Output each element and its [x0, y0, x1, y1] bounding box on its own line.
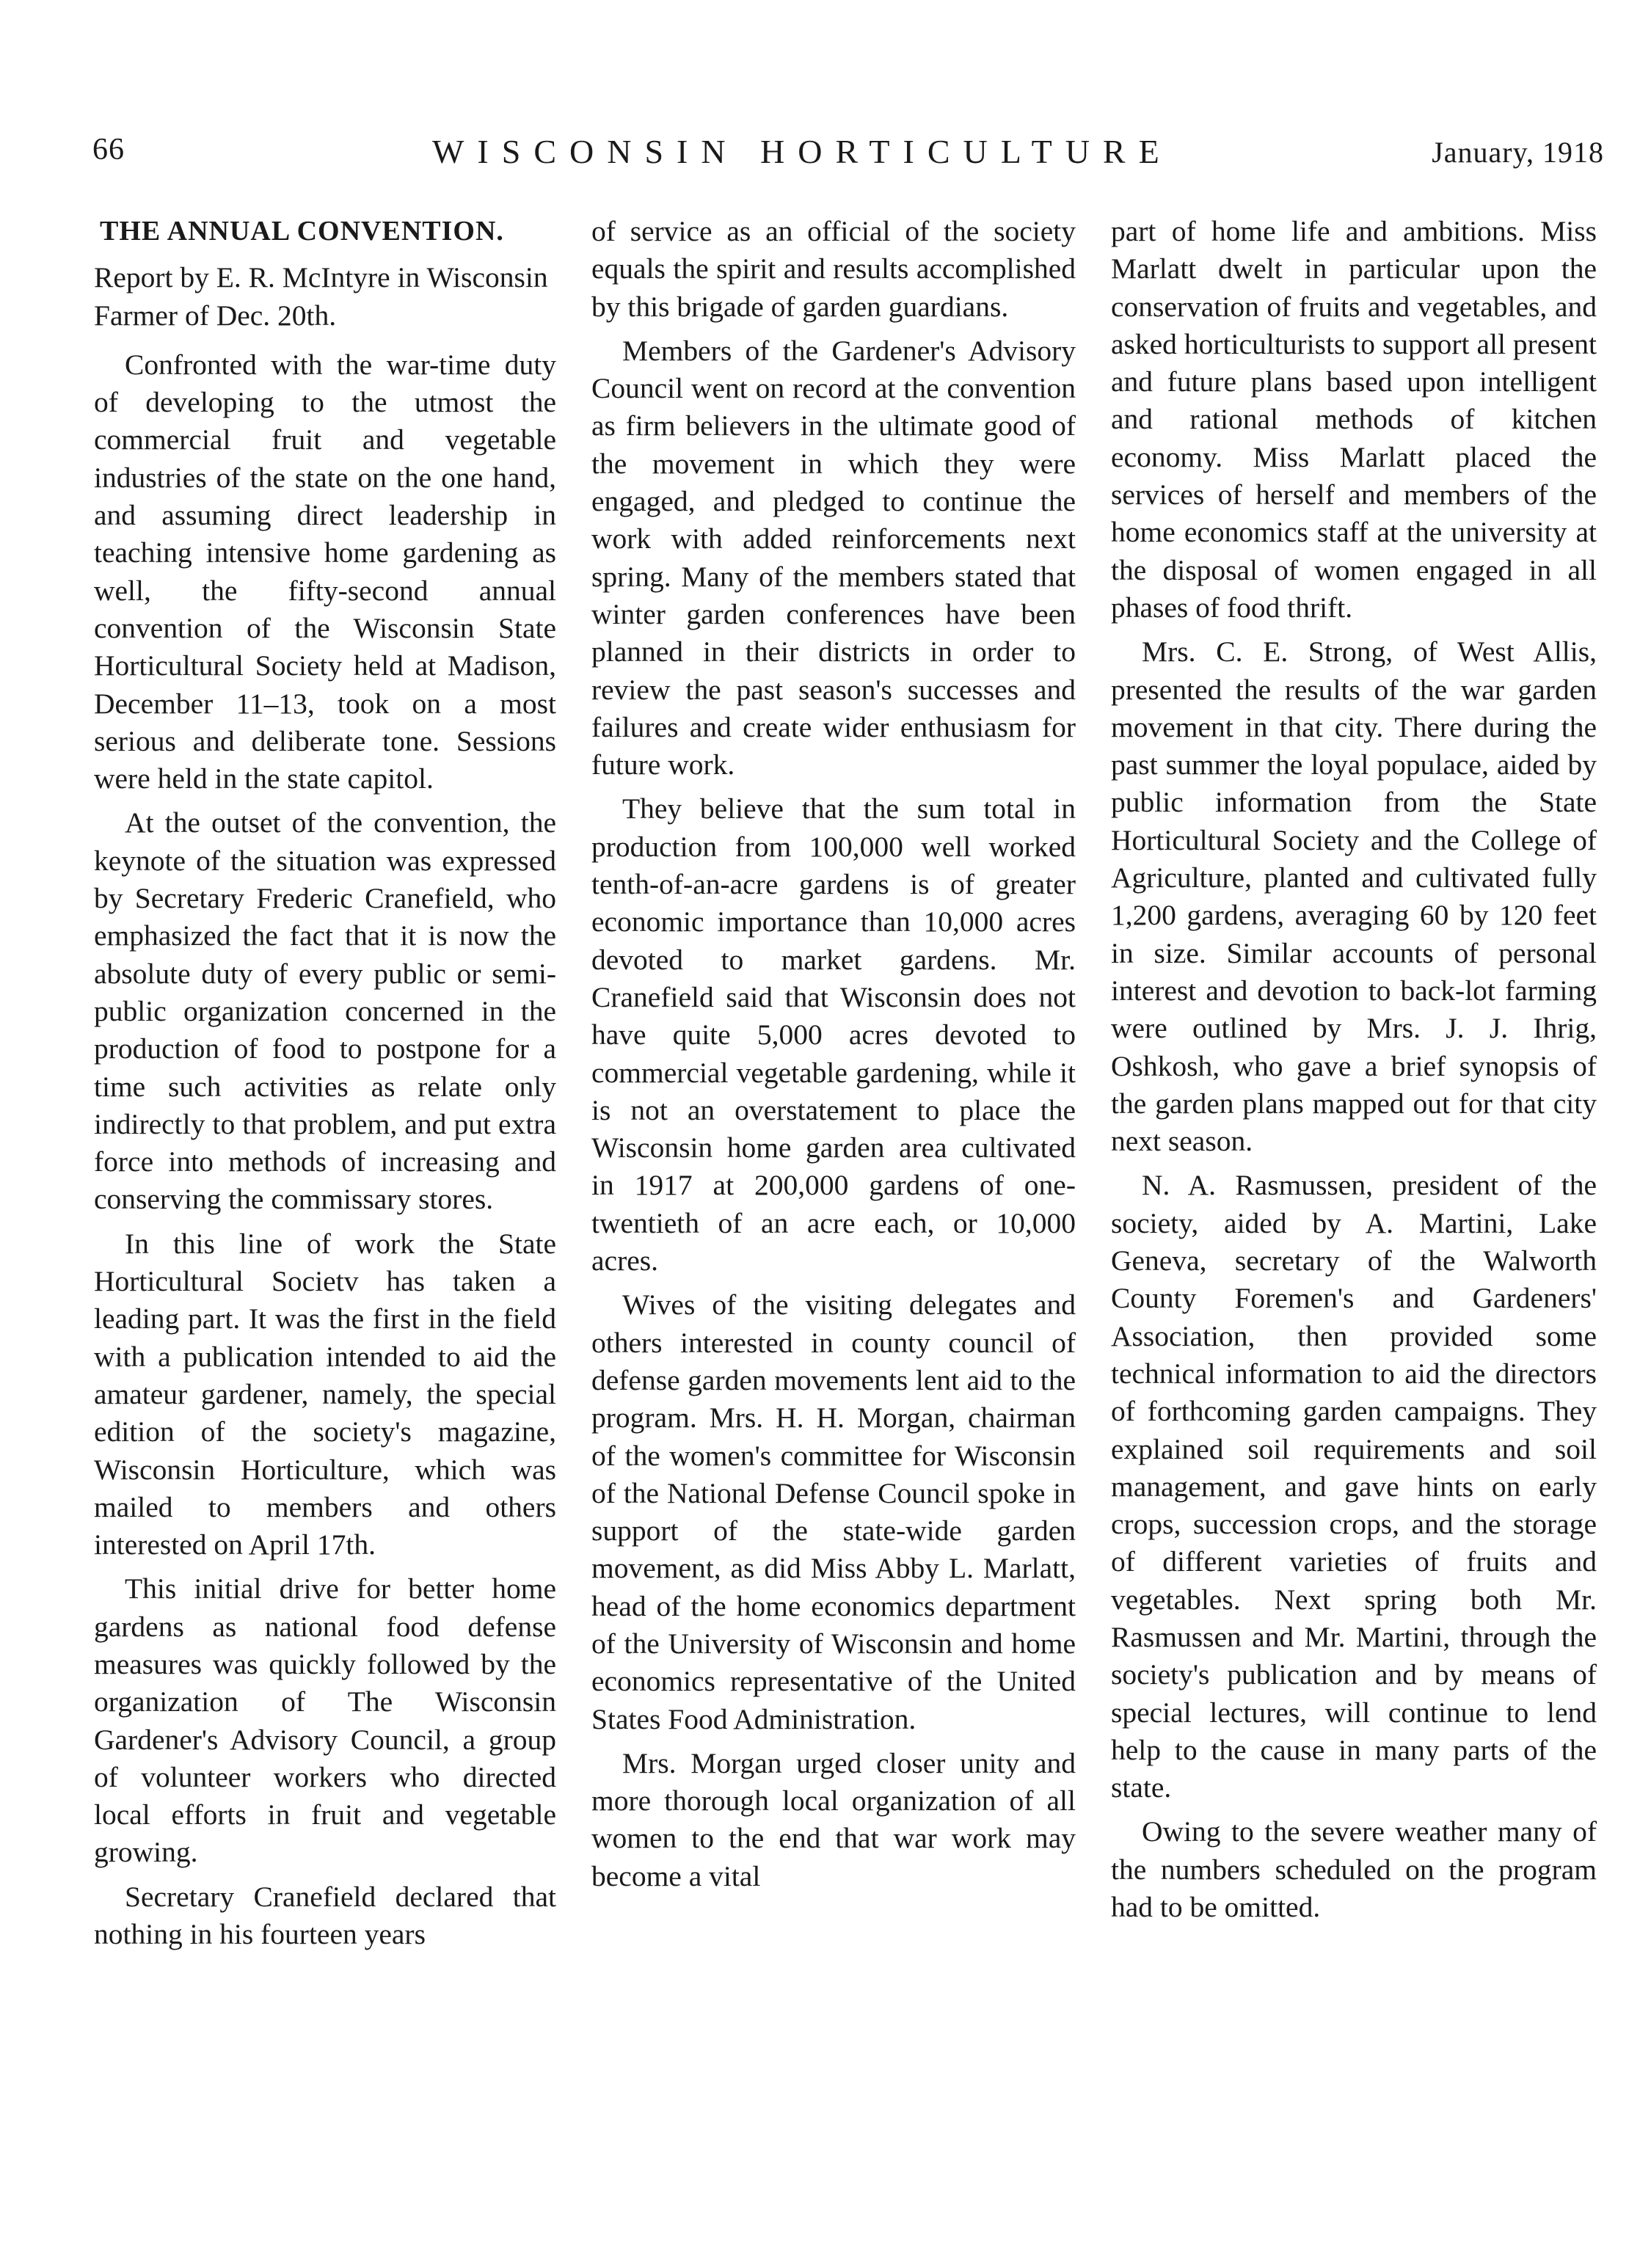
paragraph: They believe that the sum total in production from 100,000 well worked tenth-of-an-acre gardens is of greater economic importance than 10,000 acres devoted to market gardens. Mr. Cranefield said that Wisconsin does not have quite 5,000 acres devoted to commercial vegetable gardening, while it is not an overstatement to place the Wisconsin home garden area cultivated in 1917 at 200,000 gardens of one-twentieth of an acre each, or 10,000 acres.	[591, 792, 1076, 1277]
journal-title: WISCONSIN HORTICULTURE	[432, 133, 1173, 170]
article-title: THE ANNUAL CONVENTION.	[100, 216, 504, 247]
paragraph: Secretary Cranefield declared that nothing in his fourteen years	[94, 1880, 556, 1951]
paragraph: Members of the Gardener's Advisory Council went on record at the convention as firm believers in the ultimate good of the movement in which they were engaged, and pledged to continue the work with added reinforcements next spring. Many of the members stated that winter garden conferences have been planned in their districts in order to review the past season's successes and failures and create wider enthusiasm for future work.	[591, 334, 1076, 781]
paragraph: Confronted with the war-time duty of developing to the utmost the commercial fruit and vegetable industries of the state on the one hand, and assuming direct leadership in teaching intensive home gardening as well, the fifty-second annual convention of the Wisconsin State Horticultural Society held at Madison, December 11–13, took on a most serious and deliberate tone. Sessions were held in the state capitol.	[94, 348, 556, 795]
text-column-1	[94, 213, 556, 1960]
text-column-3	[1111, 213, 1597, 1933]
paragraph: At the outset of the convention, the keynote of the situation was expressed by Secretary Frederic Cranefield, who emphasized the fact that it is now the absolute duty of every public or semi-public organization concerned in the production of food to postpone for a time such activities as relate only indirectly to that problem, and put extra force into methods of increasing and conserving the commissary stores.	[94, 806, 556, 1216]
paragraph: This initial drive for better home gardens as national food defense measures was quickly followed by the organization of The Wisconsin Gardener's Advisory Council, a group of volunteer workers who directed local efforts in fruit and vegetable growing.	[94, 1572, 556, 1869]
paragraph: N. A. Rasmussen, president of the society, aided by A. Martini, Lake Geneva, secretary of the Walworth County Foremen's and Gardeners' Association, then provided some technical information to aid the directors of forthcoming garden campaigns. They explained soil requirements and soil management, and gave hints on early crops, succession crops, and the storage of different varieties of fruits and vegetables. Next spring both Mr. Rasmussen and Mr. Martini, through the society's publication and by means of special lectures, will continue to lend help to the cause in many parts of the state.	[1111, 1169, 1597, 1804]
paragraph: In this line of work the State Horticultural Societv has taken a leading part. It was the first in the field with a publication intended to aid the amateur gardener, namely, the special edition of the society's magazine, Wisconsin Horticulture, which was mailed to members and others interested on April 17th.	[94, 1227, 556, 1561]
paragraph-continued: of service as an official of the society equals the spirit and results accomplished by this brigade of garden guardians.	[591, 215, 1076, 323]
paragraph-continued: part of home life and ambitions. Miss Marlatt dwelt in particular upon the conservation of fruits and vegetables, and asked horticulturists to support all present and future plans based upon intelligent and rational methods of kitchen economy. Miss Marlatt placed the services of herself and members of the home economics staff at the university at the disposal of women engaged in all phases of food thrift.	[1111, 215, 1597, 624]
paragraph: Mrs. Morgan urged closer unity and more thorough local organization of all women to the end that war work may become a vital	[591, 1746, 1076, 1892]
issue-date: January, 1918	[1432, 136, 1604, 169]
paragraph: Owing to the severe weather many of the numbers scheduled on the program had to be omitted.	[1111, 1815, 1597, 1924]
page-header	[92, 132, 1604, 191]
text-column-2	[591, 213, 1076, 1902]
paragraph: Wives of the visiting delegates and others interested in county council of defense garden movements lent aid to the program. Mrs. H. H. Morgan, chairman of the women's committee for Wisconsin of the National Defense Council spoke in support of the state-wide garden movement, as did Miss Abby L. Marlatt, head of the home economics department of the University of Wisconsin and home economics representative of the United States Food Administration.	[591, 1288, 1076, 1735]
page-number: 66	[92, 133, 125, 167]
paragraph: Mrs. C. E. Strong, of West Allis, presented the results of the war garden movement in that city. There during the past summer the loyal populace, aided by public information from the State Horticultural Society and the College of Agriculture, planted and cultivated fully 1,200 gardens, averaging 60 by 120 feet in size. Similar accounts of personal interest and devotion to back-lot farming were outlined by Mrs. J. J. Ihrig, Oshkosh, who gave a brief synopsis of the garden plans mapped out for that city next season.	[1111, 635, 1597, 1158]
article-byline: Report by E. R. McIntyre in Wisconsin Farmer of Dec. 20th.	[94, 261, 548, 332]
